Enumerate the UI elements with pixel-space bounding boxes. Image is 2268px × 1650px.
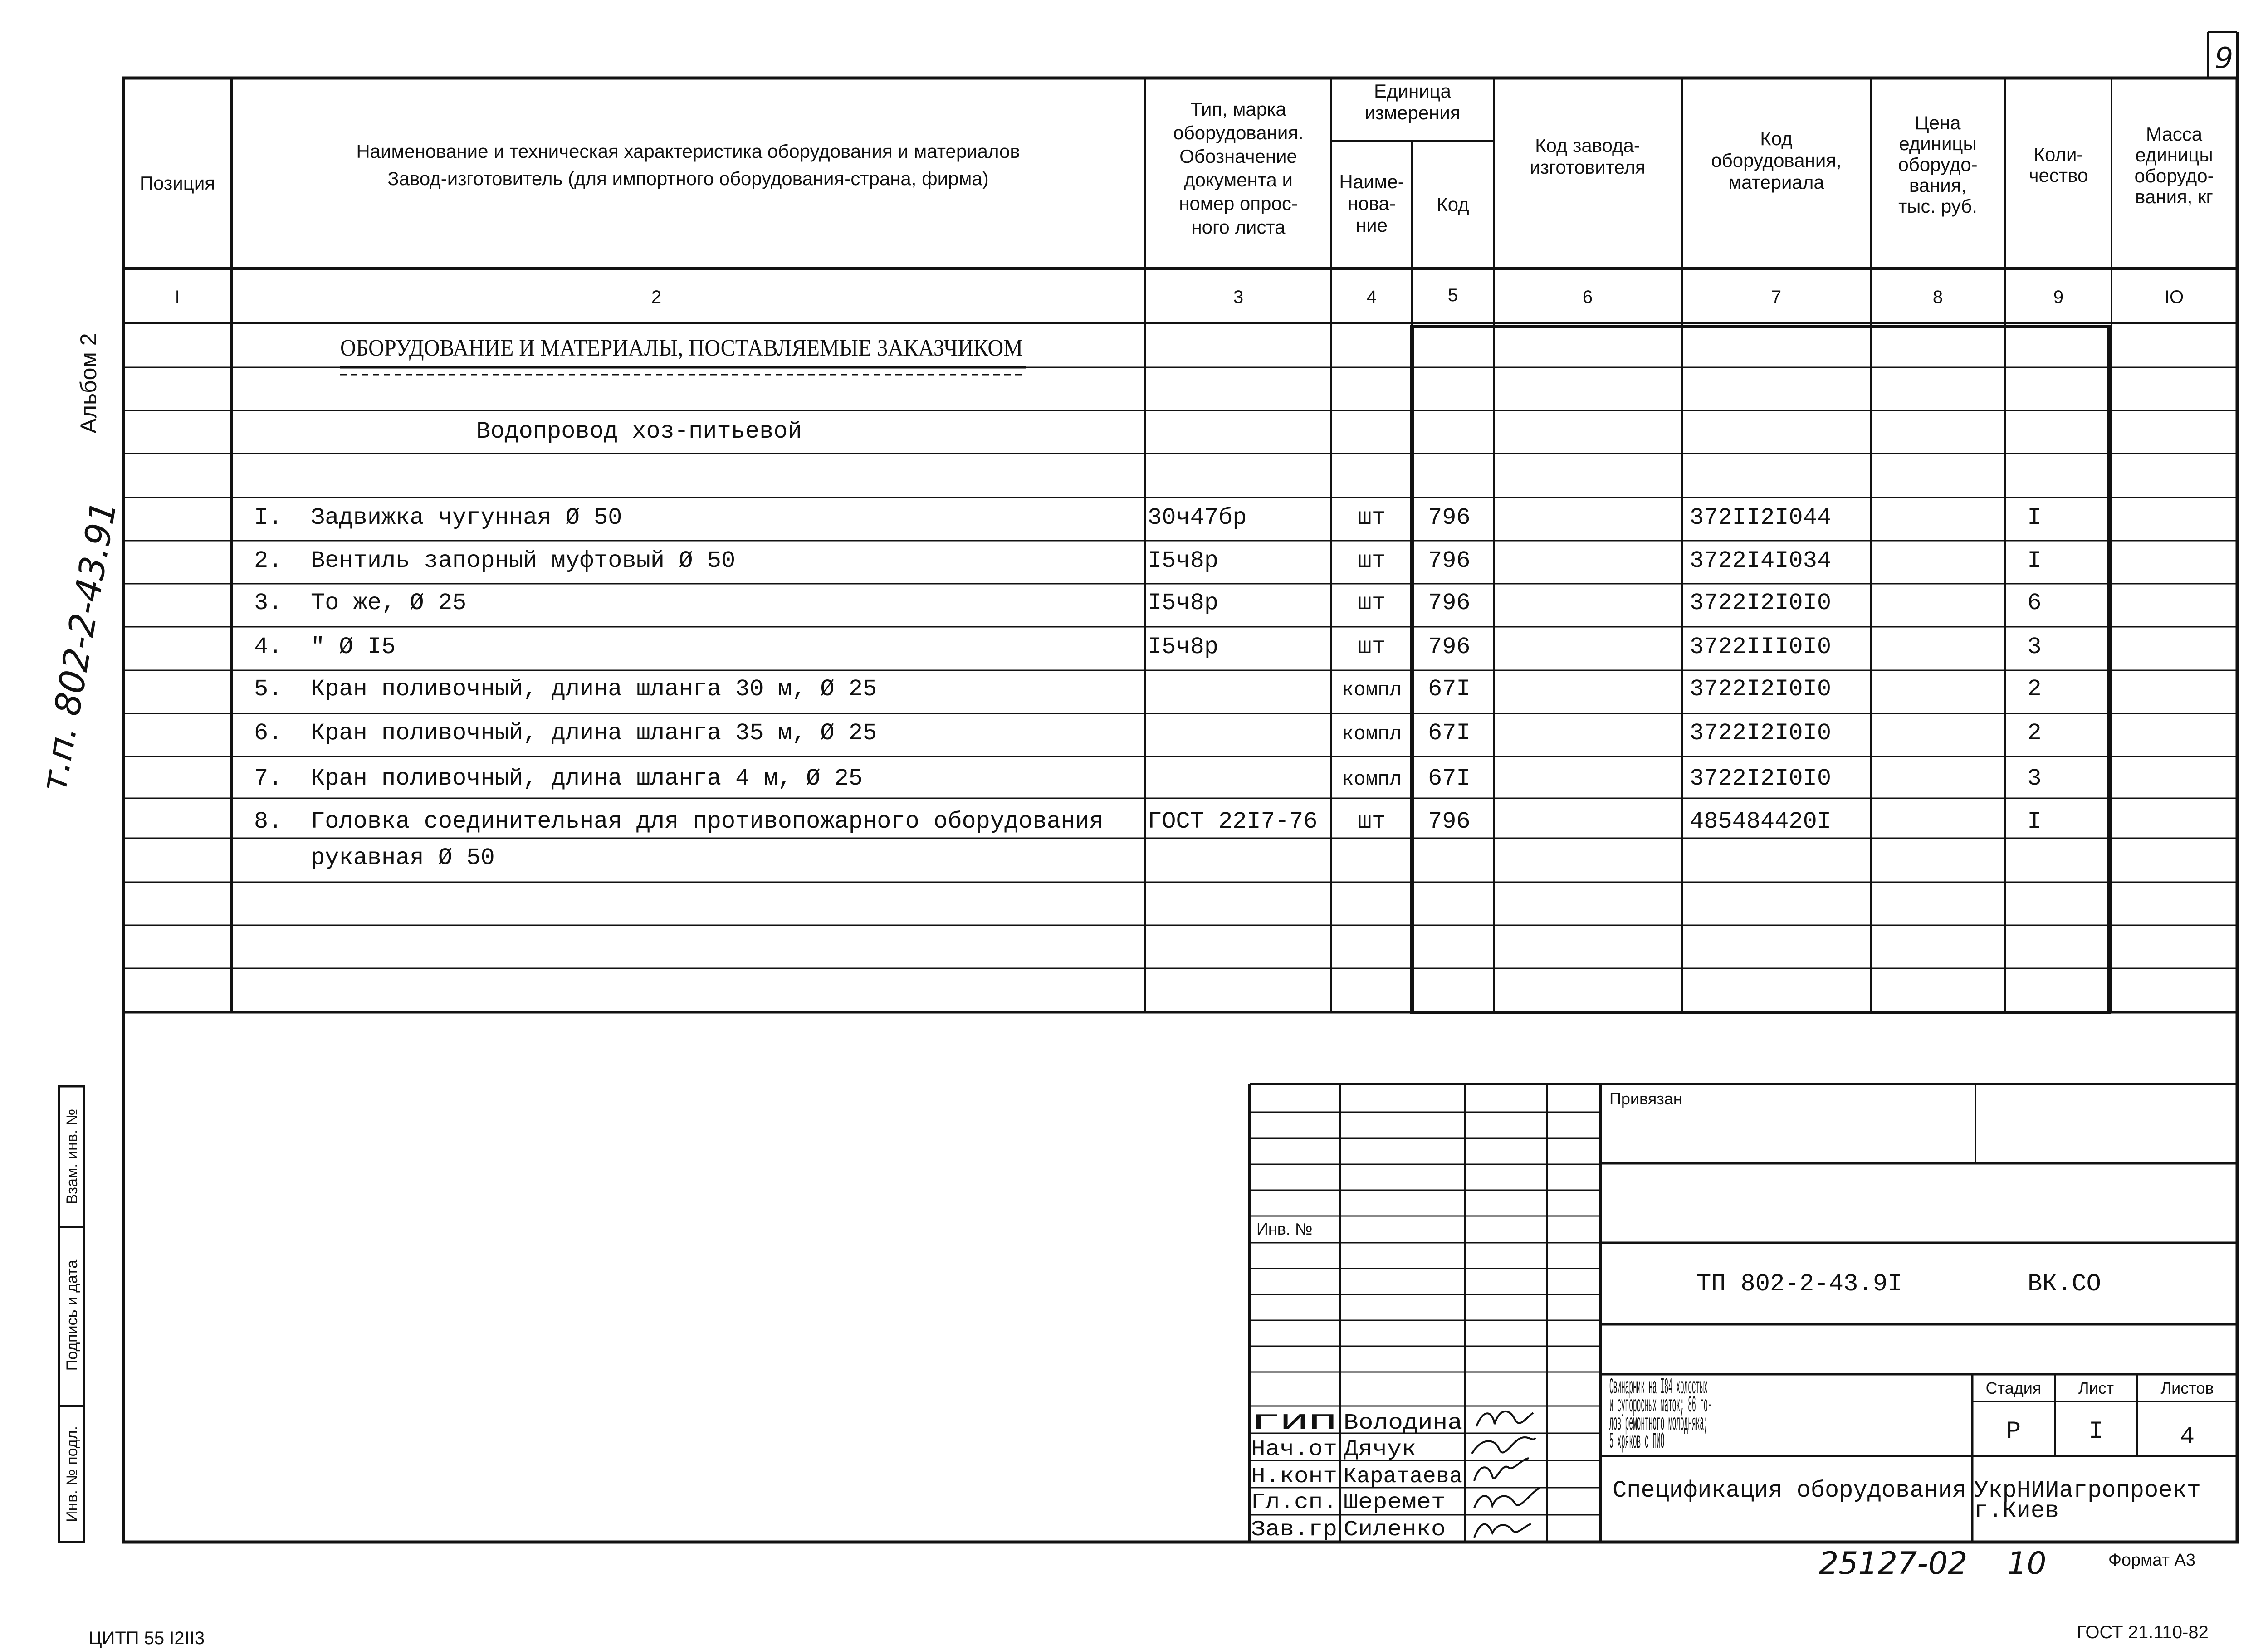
handwritten-page: 10 bbox=[2007, 1546, 2047, 1582]
table-row bbox=[254, 676, 2042, 703]
sheets-label: Листов bbox=[2160, 1379, 2214, 1397]
row-name: Кран поливочный, длина шланга 30 м, Ø 25 bbox=[311, 676, 877, 703]
header-name-line1: Наименование и техническая характеристика оборудования и материалов bbox=[356, 141, 1020, 162]
row-type: I5ч8р bbox=[1148, 634, 1219, 660]
row-num: 5. bbox=[254, 676, 283, 703]
table-row bbox=[254, 547, 2042, 574]
stage-label: Стадия bbox=[1985, 1379, 2042, 1397]
item-rows bbox=[254, 504, 2042, 871]
person-name: Каратаева bbox=[1344, 1464, 1462, 1489]
footer-right-code: ГОСТ 21.110-82 bbox=[2077, 1622, 2209, 1642]
table-row bbox=[254, 590, 2042, 616]
row-num: 2. bbox=[254, 547, 283, 574]
row-num: 4. bbox=[254, 634, 283, 660]
organization-city: г.Киев bbox=[1974, 1498, 2059, 1524]
table-header bbox=[140, 80, 2214, 238]
signature bbox=[1472, 1437, 1535, 1454]
row-type: ГОСТ 22I7-76 bbox=[1148, 808, 1318, 835]
column-number: 7 bbox=[1771, 287, 1782, 307]
column-number: I bbox=[175, 287, 180, 307]
role-nach-otd: Нач.от bbox=[1251, 1437, 1337, 1462]
row-num: 3. bbox=[254, 590, 283, 616]
row-qty: I bbox=[2027, 547, 2042, 574]
row-unit-code: 796 bbox=[1428, 634, 1471, 660]
row-code: 3722I2I0I0 bbox=[1690, 765, 1832, 792]
sheet-label: Лист bbox=[2078, 1379, 2114, 1397]
document-mark: ВК.СО bbox=[2028, 1270, 2102, 1298]
object-description: Свинарник на I84 холостых и супоросных маток; 86 го-лов ремонтного молодняка; 5 хряков с ПИО bbox=[1609, 1375, 1964, 1455]
row-qty: I bbox=[2027, 504, 2042, 531]
row-code: 3722I4I034 bbox=[1690, 547, 1832, 574]
signature-marks bbox=[1472, 1411, 1540, 1538]
document-code: ТП 802-2-43.9I bbox=[1696, 1270, 1902, 1298]
side-stamp-inv-podl: Инв. № подл. bbox=[64, 1426, 81, 1522]
table-row bbox=[254, 765, 2042, 792]
side-handwritten-code: т.п. 802-2-43.91 bbox=[33, 498, 125, 795]
row-unit: шт bbox=[1357, 808, 1386, 835]
row-unit: компл bbox=[1341, 679, 1402, 702]
row-type: I5ч8р bbox=[1148, 590, 1219, 616]
organization: УкрНИИагропроект bbox=[1974, 1477, 2201, 1504]
side-stamp-signature-date: Подпись и дата bbox=[64, 1259, 81, 1371]
row-qty: 3 bbox=[2027, 765, 2042, 792]
row-code: 3722I2I0I0 bbox=[1690, 676, 1832, 703]
person-name: Дячук bbox=[1344, 1437, 1416, 1462]
row-name: Головка соединительная для противопожарного оборудования bbox=[311, 808, 1104, 835]
table-row bbox=[254, 720, 2042, 747]
row-code: 372II2I044 bbox=[1690, 504, 1832, 531]
stage-value: Р bbox=[2006, 1418, 2021, 1445]
row-unit: шт bbox=[1357, 504, 1386, 531]
header-unit-code: Код bbox=[1437, 194, 1469, 215]
row-unit: компл bbox=[1341, 723, 1402, 746]
row-name: Кран поливочный, длина шланга 4 м, Ø 25 bbox=[311, 765, 863, 792]
row-unit-code: 67I bbox=[1428, 765, 1471, 792]
role-zav-gr: Зав.гр bbox=[1251, 1518, 1337, 1542]
handwritten-number: 25127-02 bbox=[1819, 1546, 1968, 1582]
header-quantity: Коли-чество bbox=[2028, 144, 2088, 186]
column-number: IO bbox=[2164, 287, 2184, 307]
row-qty: 2 bbox=[2027, 676, 2042, 703]
row-name: Кран поливочный, длина шланга 35 м, Ø 25 bbox=[311, 720, 877, 747]
page-number: 9 bbox=[2214, 42, 2234, 75]
row-num: 8. bbox=[254, 808, 283, 835]
row-name: Вентиль запорный муфтовый Ø 50 bbox=[311, 547, 736, 574]
role-gl-spec: Гл.сп. bbox=[1251, 1490, 1337, 1515]
document-title: Спецификация оборудования bbox=[1613, 1477, 1966, 1504]
album-label: Альбом 2 bbox=[76, 333, 101, 434]
row-code: 3722I2I0I0 bbox=[1690, 720, 1832, 747]
row-type: I5ч8р bbox=[1148, 547, 1219, 574]
privyazan-label: Привязан bbox=[1609, 1089, 1682, 1108]
row-unit-code: 796 bbox=[1428, 808, 1471, 835]
inventory-number-label: Инв. № bbox=[1256, 1220, 1313, 1238]
row-qty: 3 bbox=[2027, 634, 2042, 660]
subsection-title: Водопровод хоз-питьевой bbox=[476, 418, 802, 445]
column-number: 2 bbox=[651, 287, 662, 307]
column-number: 4 bbox=[1366, 287, 1377, 307]
row-name: То же, Ø 25 bbox=[311, 590, 467, 616]
role-n-kontr: Н.конт bbox=[1251, 1464, 1337, 1489]
person-name: Шеремет bbox=[1344, 1490, 1446, 1515]
signature bbox=[1474, 1488, 1540, 1508]
column-number: 5 bbox=[1447, 285, 1458, 305]
format-label: Формат А3 bbox=[2108, 1551, 2196, 1570]
row-unit-code: 67I bbox=[1428, 676, 1471, 703]
row-name-line2: рукавная Ø 50 bbox=[311, 845, 495, 871]
column-number: 9 bbox=[2053, 287, 2064, 307]
person-name: Володина bbox=[1344, 1411, 1462, 1435]
signature bbox=[1476, 1411, 1533, 1426]
row-unit-code: 796 bbox=[1428, 504, 1471, 531]
table-row bbox=[254, 504, 2042, 531]
row-num: 7. bbox=[254, 765, 283, 792]
row-unit: шт bbox=[1357, 547, 1386, 574]
section-title: ОБОРУДОВАНИЕ И МАТЕРИАЛЫ, ПОСТАВЛЯЕМЫЕ ЗАКАЗЧИКОМ bbox=[340, 335, 1023, 361]
title-block-text bbox=[1251, 1089, 2214, 1542]
row-unit-code: 796 bbox=[1428, 547, 1471, 574]
row-qty: 2 bbox=[2027, 720, 2042, 747]
header-unit-name: Наиме-нова-ние bbox=[1339, 171, 1404, 236]
header-price: Цена единицы оборудо-вания, тыс. руб. bbox=[1898, 112, 1978, 217]
row-unit: шт bbox=[1357, 590, 1386, 616]
header-equipment-code: Код оборудования, материала bbox=[1711, 128, 1842, 193]
sheets-value: 4 bbox=[2180, 1423, 2195, 1451]
row-unit: шт bbox=[1357, 634, 1386, 660]
column-number: 6 bbox=[1582, 287, 1593, 307]
table-row bbox=[254, 634, 2042, 660]
row-type: 30ч47бр bbox=[1148, 504, 1247, 531]
row-qty: 6 bbox=[2027, 590, 2042, 616]
row-unit-code: 67I bbox=[1428, 720, 1471, 747]
row-code: 3722I2I0I0 bbox=[1690, 590, 1832, 616]
row-num: I. bbox=[254, 504, 283, 531]
signature bbox=[1474, 1524, 1531, 1538]
signature bbox=[1474, 1458, 1529, 1481]
row-code: 485484420I bbox=[1690, 808, 1832, 835]
column-number-row bbox=[175, 285, 2184, 307]
header-name-line2: Завод-изготовитель (для импортного оборудования-страна, фирма) bbox=[387, 168, 989, 189]
footer-left-code: ЦИТП 55 I2II3 bbox=[88, 1628, 205, 1648]
row-unit-code: 796 bbox=[1428, 590, 1471, 616]
table-grid bbox=[123, 78, 2237, 1012]
header-type: Тип, марка оборудования. Обозначение документа и номер опрос-ного листа bbox=[1173, 98, 1304, 238]
column-number: 3 bbox=[1233, 287, 1244, 307]
person-name: Силенко bbox=[1344, 1518, 1446, 1542]
side-stamp-vzam-inv: Взам. инв. № bbox=[64, 1108, 81, 1205]
header-position: Позиция bbox=[139, 172, 215, 194]
column-number: 8 bbox=[1932, 287, 1943, 307]
role-gip: ГИП bbox=[1251, 1411, 1337, 1435]
row-code: 3722III0I0 bbox=[1690, 634, 1832, 660]
sheet-value: I bbox=[2088, 1418, 2104, 1445]
row-qty: I bbox=[2027, 808, 2042, 835]
header-mass: Масса единицы оборудо-вания, кг bbox=[2134, 123, 2214, 207]
header-factory-code: Код завода-изготовителя bbox=[1530, 135, 1646, 178]
row-name: Задвижка чугунная Ø 50 bbox=[311, 504, 622, 531]
row-name: " Ø I5 bbox=[311, 634, 396, 660]
row-num: 6. bbox=[254, 720, 283, 747]
table-row bbox=[254, 808, 2042, 871]
row-unit: компл bbox=[1341, 768, 1402, 791]
header-unit: Единица измерения bbox=[1364, 80, 1461, 123]
